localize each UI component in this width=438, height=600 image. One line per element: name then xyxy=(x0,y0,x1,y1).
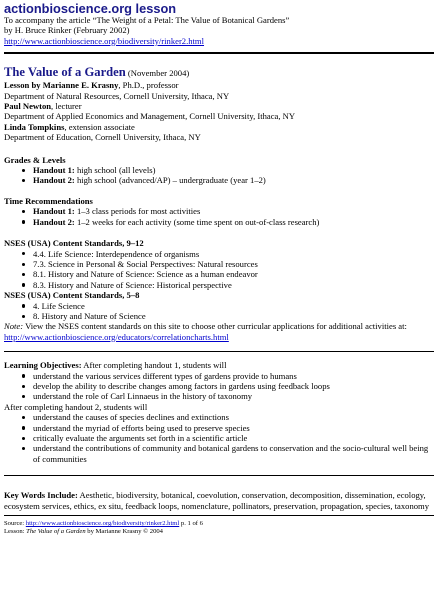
grades-list xyxy=(4,165,434,186)
objectives-list-1 xyxy=(4,371,434,402)
list-item: understand the myriad of efforts being used to preserve species xyxy=(4,423,434,433)
list-item: critically evaluate the arguments set forth in a scientific article xyxy=(4,433,434,443)
note-text: View the NSES content standards on this site to choose other curricular applications for additional activities at: xyxy=(23,321,407,332)
author-role: , extension associate xyxy=(64,121,135,132)
list-item: understand the causes of species declines and extinctions xyxy=(4,412,434,422)
lesson-title: The Value of a Garden xyxy=(4,65,126,80)
header-divider xyxy=(4,52,434,54)
author-name: Linda Tompkins xyxy=(4,121,65,132)
list-item: 8.3. History and Nature of Science: Historical perspective xyxy=(4,280,434,290)
article-link[interactable]: http://www.actionbioscience.org/biodiversity/rinker2.html xyxy=(4,35,205,46)
list-item: Handout 1: high school (all levels) xyxy=(4,165,434,175)
footer-source: Source: http://www.actionbioscience.org/biodiversity/rinker2.html p. 1 of 6 xyxy=(4,520,203,528)
list-item: Handout 2: high school (advanced/AP) – undergraduate (year 1–2) xyxy=(4,175,434,185)
keywords-text: Aesthetic, biodiversity, botanical, coevolution, conservation, decomposition, dissemination, ecology, ecosystem services, ethics, ex situ, feedback loops, nomenclature, pollinators, preservation, propagation, species, taxonomy xyxy=(4,490,430,511)
standards-912-list xyxy=(4,249,434,291)
lesson-page xyxy=(4,0,434,536)
lesson-date: (November 2004) xyxy=(125,68,190,79)
author-role: , lecturer xyxy=(51,101,82,112)
objectives-intro: Learning Objectives: After completing handout 1, students will xyxy=(4,360,227,371)
keywords xyxy=(4,490,434,511)
footer-lesson-title: The Value of a Garden xyxy=(26,528,86,536)
section-divider xyxy=(4,351,434,352)
author-3-dept: Department of Education, Cornell University, Ithaca, NY xyxy=(4,132,201,143)
note xyxy=(4,321,434,342)
lesson-heading xyxy=(4,66,434,80)
list-item: understand the various services different types of gardens provide to humans xyxy=(4,371,434,381)
byline: by H. Bruce Rinker (February 2002) xyxy=(4,25,130,36)
site-title: actionbioscience.org lesson xyxy=(4,1,177,16)
grades-heading: Grades & Levels xyxy=(4,154,66,165)
page-number: p. 1 of 6 xyxy=(179,520,203,528)
author-1-dept: Department of Natural Resources, Cornell University, Ithaca, NY xyxy=(4,90,230,101)
author-3 xyxy=(4,122,434,132)
author-block xyxy=(4,80,434,142)
header xyxy=(4,2,434,46)
standards-912-heading: NSES (USA) Content Standards, 9–12 xyxy=(4,238,144,249)
list-item: understand the contributions of community and botanical gardens to conservation and the socio-cultural well being of communities xyxy=(4,443,434,464)
author-name: Paul Newton xyxy=(4,101,52,112)
list-item: 4. Life Science xyxy=(4,301,434,311)
author-prefix: Lesson by xyxy=(4,80,43,91)
correlation-charts-link[interactable]: http://www.actionbioscience.org/educators/correlationcharts.html xyxy=(4,331,229,342)
objectives-list-2 xyxy=(4,412,434,464)
list-item: 8.1. History and Nature of Science: Science as a human endeavor xyxy=(4,269,434,279)
author-1 xyxy=(4,80,434,90)
footer-lesson: Lesson: The Value of a Garden by Marianne Krasny © 2004 xyxy=(4,528,163,536)
author-role: , Ph.D., professor xyxy=(118,80,179,91)
list-item: 8. History and Nature of Science xyxy=(4,311,434,321)
objectives-intro-2: After completing handout 2, students will xyxy=(4,401,148,412)
time-list xyxy=(4,206,434,227)
footer-source-link[interactable]: http://www.actionbioscience.org/biodiversity/rinker2.html xyxy=(25,520,180,528)
section-divider xyxy=(4,475,434,476)
keywords-heading: Key Words Include: xyxy=(4,490,78,501)
author-name: Marianne E. Krasny xyxy=(42,80,119,91)
list-item: understand the role of Carl Linnaeus in the history of taxonomy xyxy=(4,391,434,401)
author-2-dept: Department of Applied Economics and Management, Cornell University, Ithaca, NY xyxy=(4,111,296,122)
standards-58-list xyxy=(4,301,434,322)
list-item: Handout 1: 1–3 class periods for most activities xyxy=(4,206,434,216)
footer-divider xyxy=(4,515,434,516)
note-label: Note: xyxy=(4,321,24,332)
author-2 xyxy=(4,101,434,111)
intro-line: To accompany the article “The Weight of a Petal: The Value of Botanical Gardens” xyxy=(4,15,290,25)
standards-58-heading: NSES (USA) Content Standards, 5–8 xyxy=(4,290,140,301)
objectives-heading: Learning Objectives: xyxy=(4,360,82,371)
list-item: Handout 2: 1–2 weeks for each activity (some time spent on out-of-class research) xyxy=(4,217,434,227)
list-item: 7.3. Science in Personal & Social Perspectives: Natural resources xyxy=(4,259,434,269)
list-item: 4.4. Life Science: Interdependence of organisms xyxy=(4,249,434,259)
list-item: develop the ability to describe changes among factors in gardens using feedback loops xyxy=(4,381,434,391)
footer xyxy=(4,520,434,536)
time-heading: Time Recommendations xyxy=(4,195,93,206)
